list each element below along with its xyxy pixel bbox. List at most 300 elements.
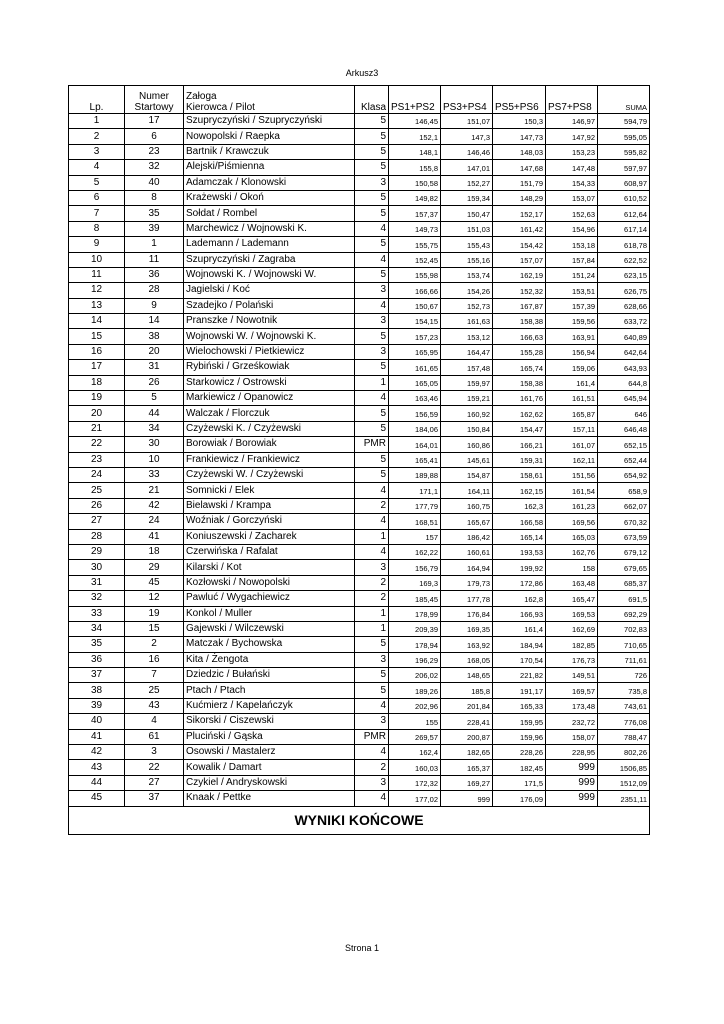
- cell-numer: 29: [125, 560, 184, 575]
- cell-lp: 8: [69, 221, 125, 236]
- cell-ps56: 191,17: [493, 683, 546, 698]
- cell-zaloga: Woźniak / Gorczyński: [184, 514, 355, 529]
- cell-suma: 658,9: [598, 483, 650, 498]
- cell-numer: 27: [125, 775, 184, 790]
- cell-klasa: 5: [355, 206, 389, 221]
- cell-numer: 23: [125, 144, 184, 159]
- cell-ps34: 165,37: [441, 760, 493, 775]
- cell-lp: 15: [69, 329, 125, 344]
- cell-klasa: 5: [355, 267, 389, 282]
- cell-zaloga: Nowopolski / Raepka: [184, 129, 355, 144]
- cell-zaloga: Rybiński / Grześkowiak: [184, 360, 355, 375]
- cell-suma: 623,15: [598, 267, 650, 282]
- cell-ps56: 161,4: [493, 621, 546, 636]
- header-zaloga: [184, 86, 355, 114]
- cell-zaloga: Kilarski / Kot: [184, 560, 355, 575]
- cell-ps12: 152,45: [389, 252, 441, 267]
- cell-ps34: 176,84: [441, 606, 493, 621]
- cell-suma: 788,47: [598, 729, 650, 744]
- cell-ps56: 148,29: [493, 190, 546, 205]
- cell-klasa: 3: [355, 344, 389, 359]
- cell-lp: 23: [69, 452, 125, 467]
- header-zaloga-line2: Kierowca / Pilot: [186, 102, 255, 113]
- cell-numer: 5: [125, 391, 184, 406]
- cell-suma: 618,78: [598, 237, 650, 252]
- table-row: [69, 237, 650, 252]
- cell-ps12: 164,01: [389, 437, 441, 452]
- cell-numer: 17: [125, 114, 184, 129]
- cell-suma: 692,29: [598, 606, 650, 621]
- cell-ps34: 153,12: [441, 329, 493, 344]
- cell-klasa: 1: [355, 606, 389, 621]
- cell-suma: 654,92: [598, 467, 650, 482]
- cell-zaloga: Konkol / Muller: [184, 606, 355, 621]
- cell-numer: 6: [125, 129, 184, 144]
- cell-lp: 7: [69, 206, 125, 221]
- cell-zaloga: Kućmierz / Kapelańczyk: [184, 698, 355, 713]
- table-row: [69, 283, 650, 298]
- cell-ps56: 155,28: [493, 344, 546, 359]
- cell-ps34: 168,05: [441, 652, 493, 667]
- cell-numer: 28: [125, 283, 184, 298]
- cell-numer: 42: [125, 498, 184, 513]
- cell-ps12: 155,75: [389, 237, 441, 252]
- cell-zaloga: Sołdat / Rombel: [184, 206, 355, 221]
- cell-klasa: 5: [355, 452, 389, 467]
- cell-klasa: 1: [355, 621, 389, 636]
- cell-suma: 679,65: [598, 560, 650, 575]
- cell-klasa: 5: [355, 668, 389, 683]
- final-title-row: [69, 806, 650, 834]
- cell-numer: 15: [125, 621, 184, 636]
- cell-klasa: 4: [355, 698, 389, 713]
- cell-ps78: 149,51: [546, 668, 598, 683]
- cell-zaloga: Frankiewicz / Frankiewicz: [184, 452, 355, 467]
- cell-ps56: 154,47: [493, 421, 546, 436]
- cell-ps78: 169,53: [546, 606, 598, 621]
- table-row: [69, 375, 650, 390]
- cell-numer: 24: [125, 514, 184, 529]
- cell-ps78: 999: [546, 760, 598, 775]
- cell-ps34: 145,61: [441, 452, 493, 467]
- cell-numer: 36: [125, 267, 184, 282]
- cell-ps78: 153,18: [546, 237, 598, 252]
- cell-ps56: 159,95: [493, 714, 546, 729]
- page-footer: Strona 1: [344, 943, 380, 953]
- table-row: [69, 498, 650, 513]
- cell-ps56: 172,86: [493, 575, 546, 590]
- cell-zaloga: Pranszke / Nowotnik: [184, 314, 355, 329]
- cell-numer: 32: [125, 160, 184, 175]
- cell-ps34: 179,73: [441, 575, 493, 590]
- cell-ps34: 185,8: [441, 683, 493, 698]
- cell-ps12: 163,46: [389, 391, 441, 406]
- cell-numer: 19: [125, 606, 184, 621]
- cell-ps34: 999: [441, 791, 493, 806]
- cell-ps56: 147,73: [493, 129, 546, 144]
- cell-ps78: 169,56: [546, 514, 598, 529]
- cell-suma: 776,08: [598, 714, 650, 729]
- cell-ps12: 171,1: [389, 483, 441, 498]
- cell-ps12: 185,45: [389, 591, 441, 606]
- cell-ps78: 165,87: [546, 406, 598, 421]
- cell-zaloga: Szadejko / Polański: [184, 298, 355, 313]
- cell-numer: 35: [125, 206, 184, 221]
- cell-suma: 691,5: [598, 591, 650, 606]
- cell-ps78: 165,47: [546, 591, 598, 606]
- cell-lp: 14: [69, 314, 125, 329]
- cell-ps56: 166,63: [493, 329, 546, 344]
- cell-numer: 61: [125, 729, 184, 744]
- cell-lp: 35: [69, 637, 125, 652]
- cell-lp: 29: [69, 544, 125, 559]
- header-ps12: PS1+PS2: [389, 86, 441, 114]
- header-lp: Lp.: [69, 86, 125, 114]
- cell-ps78: 147,92: [546, 129, 598, 144]
- cell-lp: 2: [69, 129, 125, 144]
- cell-numer: 44: [125, 406, 184, 421]
- table-row: [69, 421, 650, 436]
- cell-ps34: 159,34: [441, 190, 493, 205]
- cell-suma: 711,61: [598, 652, 650, 667]
- cell-zaloga: Krażewski / Okoń: [184, 190, 355, 205]
- cell-ps78: 163,48: [546, 575, 598, 590]
- cell-suma: 610,52: [598, 190, 650, 205]
- cell-klasa: 4: [355, 745, 389, 760]
- cell-lp: 5: [69, 175, 125, 190]
- cell-ps78: 158,07: [546, 729, 598, 744]
- cell-klasa: 2: [355, 760, 389, 775]
- header-numer: [125, 86, 184, 114]
- cell-lp: 3: [69, 144, 125, 159]
- cell-ps34: 155,16: [441, 252, 493, 267]
- cell-suma: 622,52: [598, 252, 650, 267]
- table-row: [69, 437, 650, 452]
- cell-ps12: 196,29: [389, 652, 441, 667]
- cell-numer: 45: [125, 575, 184, 590]
- cell-ps12: 189,26: [389, 683, 441, 698]
- cell-ps12: 162,22: [389, 544, 441, 559]
- cell-klasa: PMR: [355, 437, 389, 452]
- cell-numer: 26: [125, 375, 184, 390]
- cell-ps34: 165,67: [441, 514, 493, 529]
- cell-lp: 21: [69, 421, 125, 436]
- cell-zaloga: Alejski/Piśmienna: [184, 160, 355, 175]
- cell-suma: 652,15: [598, 437, 650, 452]
- table-row: [69, 221, 650, 236]
- cell-ps56: 159,31: [493, 452, 546, 467]
- cell-klasa: 2: [355, 591, 389, 606]
- header-suma: SUMA: [598, 86, 650, 114]
- cell-ps56: 158,38: [493, 314, 546, 329]
- cell-klasa: 5: [355, 237, 389, 252]
- cell-lp: 27: [69, 514, 125, 529]
- table-row: [69, 483, 650, 498]
- cell-lp: 45: [69, 791, 125, 806]
- header-numer-line2: Startowy: [134, 102, 174, 113]
- cell-ps56: 176,09: [493, 791, 546, 806]
- cell-ps34: 186,42: [441, 529, 493, 544]
- table-row: [69, 314, 650, 329]
- cell-ps34: 154,26: [441, 283, 493, 298]
- cell-ps34: 169,35: [441, 621, 493, 636]
- cell-numer: 7: [125, 668, 184, 683]
- cell-ps78: 162,76: [546, 544, 598, 559]
- cell-klasa: 3: [355, 652, 389, 667]
- table-row: [69, 160, 650, 175]
- cell-klasa: 1: [355, 529, 389, 544]
- cell-klasa: 5: [355, 329, 389, 344]
- cell-zaloga: Czykiel / Andryskowski: [184, 775, 355, 790]
- cell-numer: 22: [125, 760, 184, 775]
- cell-klasa: 2: [355, 498, 389, 513]
- cell-zaloga: Koniuszewski / Zacharek: [184, 529, 355, 544]
- table-row: [69, 344, 650, 359]
- header-ps56: PS5+PS6: [493, 86, 546, 114]
- cell-zaloga: Wojnowski K. / Wojnowski W.: [184, 267, 355, 282]
- cell-ps12: 162,4: [389, 745, 441, 760]
- cell-klasa: 5: [355, 129, 389, 144]
- cell-ps56: 161,42: [493, 221, 546, 236]
- cell-ps78: 159,06: [546, 360, 598, 375]
- cell-ps56: 184,94: [493, 637, 546, 652]
- cell-ps78: 161,54: [546, 483, 598, 498]
- cell-suma: 662,07: [598, 498, 650, 513]
- cell-numer: 14: [125, 314, 184, 329]
- cell-ps56: 148,03: [493, 144, 546, 159]
- cell-ps34: 160,92: [441, 406, 493, 421]
- cell-ps12: 161,65: [389, 360, 441, 375]
- cell-ps56: 154,42: [493, 237, 546, 252]
- cell-ps34: 151,07: [441, 114, 493, 129]
- cell-ps78: 154,96: [546, 221, 598, 236]
- table-row: [69, 668, 650, 683]
- cell-ps34: 164,47: [441, 344, 493, 359]
- cell-suma: 679,12: [598, 544, 650, 559]
- cell-numer: 21: [125, 483, 184, 498]
- cell-zaloga: Walczak / Florczuk: [184, 406, 355, 421]
- cell-suma: 646,48: [598, 421, 650, 436]
- cell-ps78: 176,73: [546, 652, 598, 667]
- cell-ps12: 146,45: [389, 114, 441, 129]
- cell-ps56: 199,92: [493, 560, 546, 575]
- cell-ps78: 161,4: [546, 375, 598, 390]
- cell-ps12: 165,95: [389, 344, 441, 359]
- table-row: [69, 591, 650, 606]
- cell-zaloga: Wojnowski W. / Wojnowski K.: [184, 329, 355, 344]
- cell-zaloga: Czyżewski W. / Czyżewski: [184, 467, 355, 482]
- cell-ps12: 150,67: [389, 298, 441, 313]
- cell-ps12: 160,03: [389, 760, 441, 775]
- cell-ps78: 163,91: [546, 329, 598, 344]
- cell-klasa: 5: [355, 683, 389, 698]
- table-row: [69, 329, 650, 344]
- cell-ps12: 149,82: [389, 190, 441, 205]
- cell-ps78: 159,56: [546, 314, 598, 329]
- cell-suma: 670,32: [598, 514, 650, 529]
- cell-ps34: 148,65: [441, 668, 493, 683]
- cell-ps12: 202,96: [389, 698, 441, 713]
- cell-klasa: 4: [355, 298, 389, 313]
- cell-suma: 595,05: [598, 129, 650, 144]
- cell-ps78: 153,23: [546, 144, 598, 159]
- cell-klasa: 5: [355, 114, 389, 129]
- cell-ps78: 161,07: [546, 437, 598, 452]
- cell-ps34: 153,74: [441, 267, 493, 282]
- cell-ps56: 158,61: [493, 467, 546, 482]
- cell-ps34: 160,61: [441, 544, 493, 559]
- table-row: [69, 114, 650, 129]
- table-row: [69, 606, 650, 621]
- cell-ps12: 166,66: [389, 283, 441, 298]
- table-row: [69, 745, 650, 760]
- cell-klasa: 4: [355, 221, 389, 236]
- table-row: [69, 529, 650, 544]
- cell-ps34: 177,78: [441, 591, 493, 606]
- cell-lp: 19: [69, 391, 125, 406]
- table-row: [69, 760, 650, 775]
- cell-ps56: 228,26: [493, 745, 546, 760]
- cell-ps12: 157: [389, 529, 441, 544]
- cell-numer: 41: [125, 529, 184, 544]
- cell-lp: 38: [69, 683, 125, 698]
- cell-ps34: 200,87: [441, 729, 493, 744]
- cell-numer: 3: [125, 745, 184, 760]
- cell-lp: 32: [69, 591, 125, 606]
- cell-ps12: 206,02: [389, 668, 441, 683]
- cell-zaloga: Bartnik / Krawczuk: [184, 144, 355, 159]
- cell-numer: 39: [125, 221, 184, 236]
- cell-suma: 597,97: [598, 160, 650, 175]
- cell-lp: 37: [69, 668, 125, 683]
- cell-ps34: 159,97: [441, 375, 493, 390]
- cell-ps34: 169,27: [441, 775, 493, 790]
- cell-ps12: 156,59: [389, 406, 441, 421]
- cell-ps56: 150,3: [493, 114, 546, 129]
- cell-ps12: 209,39: [389, 621, 441, 636]
- cell-ps78: 146,97: [546, 114, 598, 129]
- cell-ps34: 150,84: [441, 421, 493, 436]
- cell-ps12: 150,58: [389, 175, 441, 190]
- cell-ps12: 149,73: [389, 221, 441, 236]
- cell-ps12: 189,88: [389, 467, 441, 482]
- cell-zaloga: Pluciński / Gąska: [184, 729, 355, 744]
- table-row: [69, 791, 650, 806]
- cell-ps12: 156,79: [389, 560, 441, 575]
- cell-suma: 608,97: [598, 175, 650, 190]
- cell-numer: 12: [125, 591, 184, 606]
- cell-numer: 2: [125, 637, 184, 652]
- cell-lp: 36: [69, 652, 125, 667]
- cell-ps12: 148,1: [389, 144, 441, 159]
- cell-ps12: 155,98: [389, 267, 441, 282]
- cell-lp: 28: [69, 529, 125, 544]
- cell-ps78: 157,11: [546, 421, 598, 436]
- cell-ps78: 156,94: [546, 344, 598, 359]
- cell-lp: 41: [69, 729, 125, 744]
- cell-suma: 640,89: [598, 329, 650, 344]
- cell-ps78: 182,85: [546, 637, 598, 652]
- table-row: [69, 775, 650, 790]
- table-row: [69, 637, 650, 652]
- cell-lp: 10: [69, 252, 125, 267]
- table-row: [69, 452, 650, 467]
- cell-ps78: 153,07: [546, 190, 598, 205]
- cell-zaloga: Wielochowski / Pietkiewicz: [184, 344, 355, 359]
- cell-suma: 644,8: [598, 375, 650, 390]
- cell-ps56: 193,53: [493, 544, 546, 559]
- table-row: [69, 514, 650, 529]
- cell-ps56: 162,62: [493, 406, 546, 421]
- cell-lp: 4: [69, 160, 125, 175]
- cell-lp: 24: [69, 467, 125, 482]
- cell-zaloga: Kita / Żengota: [184, 652, 355, 667]
- cell-ps12: 168,51: [389, 514, 441, 529]
- cell-lp: 44: [69, 775, 125, 790]
- cell-ps78: 154,33: [546, 175, 598, 190]
- cell-klasa: 3: [355, 775, 389, 790]
- cell-ps56: 159,96: [493, 729, 546, 744]
- cell-lp: 6: [69, 190, 125, 205]
- table-row: [69, 406, 650, 421]
- header-numer-line1: Numer: [138, 91, 169, 102]
- cell-numer: 43: [125, 698, 184, 713]
- cell-ps12: 157,37: [389, 206, 441, 221]
- cell-klasa: 4: [355, 252, 389, 267]
- cell-lp: 20: [69, 406, 125, 421]
- cell-klasa: 2: [355, 575, 389, 590]
- header-row: [69, 86, 650, 114]
- cell-zaloga: Adamczak / Klonowski: [184, 175, 355, 190]
- cell-numer: 31: [125, 360, 184, 375]
- cell-ps78: 147,48: [546, 160, 598, 175]
- cell-klasa: 4: [355, 791, 389, 806]
- cell-ps56: 152,32: [493, 283, 546, 298]
- cell-ps56: 147,68: [493, 160, 546, 175]
- cell-zaloga: Dziedzic / Bułański: [184, 668, 355, 683]
- cell-suma: 673,59: [598, 529, 650, 544]
- cell-ps34: 154,87: [441, 467, 493, 482]
- cell-zaloga: Ptach / Ptach: [184, 683, 355, 698]
- table-row: [69, 714, 650, 729]
- cell-lp: 26: [69, 498, 125, 513]
- cell-zaloga: Bielawski / Krampa: [184, 498, 355, 513]
- cell-ps12: 155: [389, 714, 441, 729]
- cell-lp: 17: [69, 360, 125, 375]
- cell-zaloga: Szupryczyński / Zagraba: [184, 252, 355, 267]
- table-row: [69, 190, 650, 205]
- cell-ps78: 161,51: [546, 391, 598, 406]
- cell-ps34: 150,47: [441, 206, 493, 221]
- cell-ps34: 146,46: [441, 144, 493, 159]
- cell-ps12: 177,02: [389, 791, 441, 806]
- cell-ps78: 152,63: [546, 206, 598, 221]
- cell-ps12: 184,06: [389, 421, 441, 436]
- cell-numer: 37: [125, 791, 184, 806]
- cell-numer: 8: [125, 190, 184, 205]
- cell-ps34: 147,3: [441, 129, 493, 144]
- cell-suma: 628,66: [598, 298, 650, 313]
- cell-zaloga: Kowalik / Damart: [184, 760, 355, 775]
- cell-ps56: 165,14: [493, 529, 546, 544]
- cell-zaloga: Jagielski / Koć: [184, 283, 355, 298]
- cell-ps34: 152,27: [441, 175, 493, 190]
- table-row: [69, 360, 650, 375]
- cell-zaloga: Sikorski / Ciszewski: [184, 714, 355, 729]
- cell-ps56: 171,5: [493, 775, 546, 790]
- sheet-name: Arkusz3: [345, 68, 379, 78]
- cell-klasa: 3: [355, 314, 389, 329]
